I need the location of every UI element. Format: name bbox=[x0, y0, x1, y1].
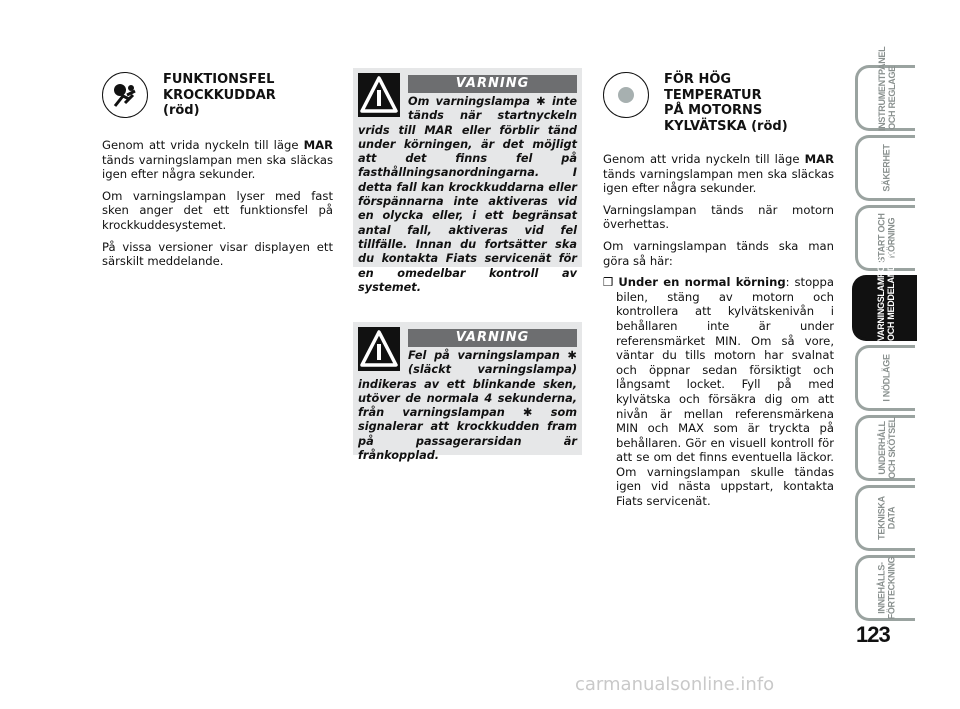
airbag-section-body bbox=[102, 138, 333, 276]
bold-text: Under en normal körning bbox=[618, 275, 786, 290]
paragraph bbox=[102, 138, 333, 182]
paragraph: Om varningslampan lyser med fast sken anger det ett funktionsfel på krockkuddesystemet. bbox=[102, 188, 333, 232]
watermark: carmanualsonline.info bbox=[575, 674, 775, 695]
coolant-temperature-icon bbox=[603, 72, 649, 118]
title-line: KYLVÄTSKA (röd) bbox=[664, 118, 788, 134]
paragraph: Varningslampan tänds när motorn överhettas. bbox=[603, 202, 834, 232]
text: Genom att vrida nyckeln till läge bbox=[603, 152, 805, 166]
title-line: KROCKKUDDAR bbox=[163, 87, 276, 103]
title-line: TEMPERATUR bbox=[664, 87, 762, 103]
tab-label: SÄKERHET bbox=[881, 144, 892, 192]
tab-label: UNDERHÅLL OCH SKÖTSEL bbox=[876, 417, 897, 479]
paragraph: På vissa versioner visar displayen ett särskilt meddelande. bbox=[102, 239, 333, 269]
warning-box bbox=[353, 68, 582, 294]
tab-i-nodlage[interactable] bbox=[855, 345, 915, 411]
tab-varningslampor[interactable] bbox=[852, 252, 917, 341]
tab-sakerhet[interactable] bbox=[855, 135, 915, 201]
tab-label: TEKNISKA DATA bbox=[876, 496, 897, 540]
tab-label: INSTRUMENTPANEL OCH REGLAGE bbox=[876, 46, 897, 131]
title-line: FUNKTIONSFEL bbox=[163, 72, 275, 87]
tab-underhall[interactable] bbox=[855, 415, 915, 481]
coolant-section-title bbox=[664, 72, 788, 134]
warning-label: VARNING bbox=[408, 329, 577, 347]
warning-triangle-icon bbox=[358, 327, 400, 371]
tab-innehallsforteckning[interactable] bbox=[855, 555, 915, 621]
title-line: FÖR HÖG bbox=[664, 72, 732, 87]
page-number: 123 bbox=[856, 622, 890, 647]
tab-label: START OCH KÖRNING bbox=[876, 213, 897, 263]
title-line: PÅ MOTORNS bbox=[664, 103, 763, 118]
tab-label: INNEHÅLLS- FÖRTECKNING bbox=[876, 556, 897, 620]
title-line: (röd) bbox=[163, 103, 200, 118]
bold-text: MAR bbox=[303, 138, 333, 152]
warning-triangle-icon bbox=[358, 73, 400, 117]
warning-box bbox=[353, 322, 582, 463]
text: Genom att vrida nyckeln till läge bbox=[102, 138, 304, 152]
paragraph bbox=[603, 152, 834, 196]
tab-label: I NÖDLÄGE bbox=[881, 354, 892, 402]
tab-label: VARNINGSLAMPOR OCH MEDDELANDEN bbox=[876, 252, 896, 341]
tab-instrumentpanel[interactable] bbox=[855, 46, 915, 131]
coolant-section-body bbox=[603, 152, 834, 509]
warning-label: VARNING bbox=[408, 75, 577, 93]
airbag-section-title bbox=[163, 72, 276, 119]
tab-tekniska-data[interactable] bbox=[855, 485, 915, 551]
warning-text: Fel på varningslampan ✱ (släckt varningslampa) indikeras av ett blinkande sken, utöver de normala 4 sekunderna, från varningslampan ✱ som signalerar att krockkudden fram på passagerarsidan är frånkopplad. bbox=[358, 349, 577, 463]
text: tänds varningslampan men ska släckas igen efter några sekunder. bbox=[603, 166, 834, 196]
bullet-item bbox=[603, 275, 834, 509]
bold-text: MAR bbox=[804, 152, 834, 166]
paragraph: Om varningslampan tänds ska man göra så här: bbox=[603, 238, 834, 268]
airbag-warning-icon bbox=[102, 72, 148, 118]
text: tänds varningslampan men ska släckas igen efter några sekunder. bbox=[102, 152, 333, 182]
warning-text: Om varningslampa ✱ inte tänds när startnyckeln vrids till MAR eller förblir tänd under körningen, är det möjligt att det finns fel på fasthållningsanordningarna. I detta fall kan krockkuddarna eller förspännarna inte aktiveras vid en olycka eller, i ett begränsat antal fall, aktiveras vid fel tillfälle. Innan du fortsätter ska du kontakta Fiats servicenät för en omedelbar kontroll av systemet. bbox=[358, 95, 577, 294]
text: : stoppa bilen, stäng av motorn och kontrollera att kylvätskenivån i behållaren inte är under referensmärket MIN. Om så vore, väntar du tills motorn har svalnat och öppnar sedan försiktigt och långsamt locket. Fyll på med kylvätska och försäkra dig om att nivån är mellan referensmärkena MIN och MAX som är tryckta på behållaren. Gör en visuell kontroll för att se om det finns eventuella läckor. Om varningslampan skulle tändas igen vid nästa uppstart, kontakta Fiats servicenät. bbox=[616, 275, 834, 509]
checkbox-bullet-icon: ❒ bbox=[603, 275, 619, 290]
